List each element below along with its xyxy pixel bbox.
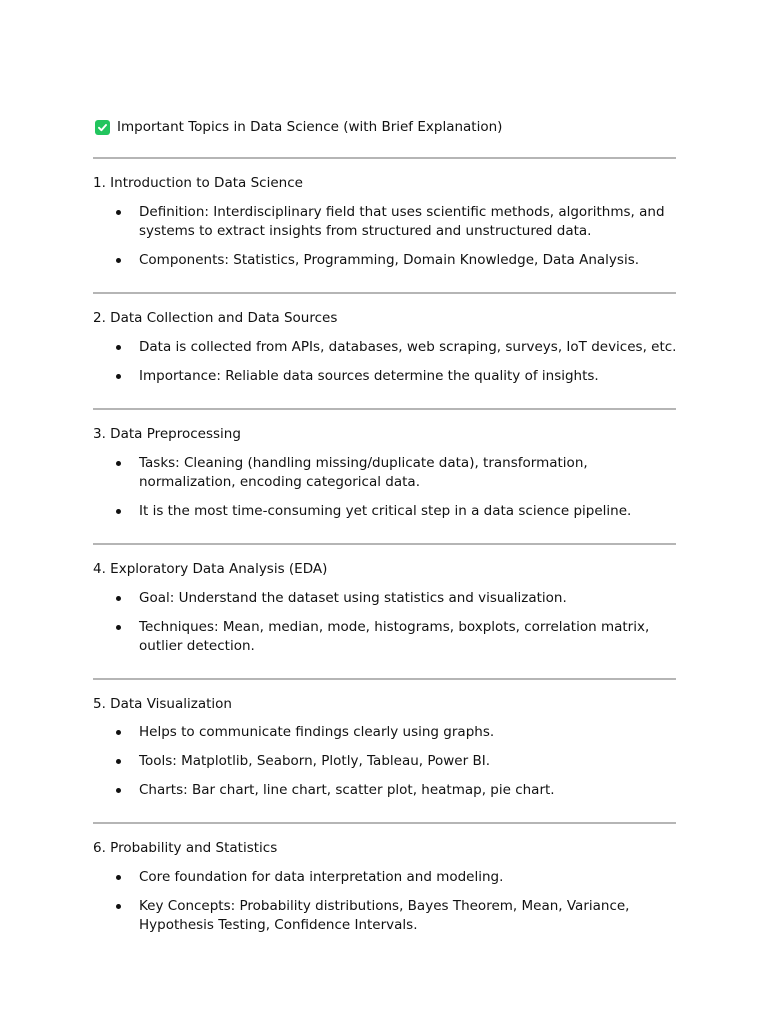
list-item — [139, 338, 684, 357]
bullet-icon — [116, 509, 121, 514]
bullet-icon — [116, 596, 121, 601]
section-heading-introduction: 1. Introduction to Data Science — [93, 175, 303, 191]
document-title-text: Important Topics in Data Science (with Brief Explanation) — [117, 119, 503, 135]
section-divider — [93, 157, 676, 159]
list-item — [139, 251, 684, 270]
section-heading-preprocessing: 3. Data Preprocessing — [93, 426, 241, 442]
list-item-text: Key Concepts: Probability distributions, Bayes Theorem, Mean, Variance, Hypothesis Testing, Confidence Intervals. — [139, 898, 630, 933]
section-heading-probability: 6. Probability and Statistics — [93, 840, 278, 856]
list-item — [139, 868, 684, 887]
list-item-text: Tools: Matplotlib, Seaborn, Plotly, Tableau, Power BI. — [139, 753, 490, 769]
bullet-icon — [116, 210, 121, 215]
list-item — [139, 454, 684, 492]
list-item-text: Core foundation for data interpretation and modeling. — [139, 869, 504, 885]
bullet-icon — [116, 345, 121, 350]
bullet-icon — [116, 625, 121, 630]
bullet-icon — [116, 788, 121, 793]
list-item-text: Techniques: Mean, median, mode, histograms, boxplots, correlation matrix, outlier detection. — [139, 619, 650, 654]
list-item — [139, 781, 684, 800]
list-item — [139, 618, 684, 656]
section-heading-visualization: 5. Data Visualization — [93, 696, 232, 712]
list-item-text: Definition: Interdisciplinary field that uses scientific methods, algorithms, and systems to extract insights from structured and unstructured data. — [139, 204, 665, 239]
bullet-icon — [116, 730, 121, 735]
list-item-text: Goal: Understand the dataset using statistics and visualization. — [139, 590, 567, 606]
section-divider — [93, 822, 676, 824]
bullet-icon — [116, 875, 121, 880]
list-item-text: Importance: Reliable data sources determine the quality of insights. — [139, 368, 599, 384]
section-heading-data-collection: 2. Data Collection and Data Sources — [93, 310, 338, 326]
list-item — [139, 502, 684, 521]
list-item — [139, 897, 684, 935]
bullet-icon — [116, 904, 121, 909]
list-item — [139, 723, 684, 742]
bullet-icon — [116, 461, 121, 466]
section-heading-eda: 4. Exploratory Data Analysis (EDA) — [93, 561, 328, 577]
list-item-text: Charts: Bar chart, line chart, scatter plot, heatmap, pie chart. — [139, 782, 555, 798]
list-item — [139, 367, 684, 386]
list-item-text: Helps to communicate findings clearly using graphs. — [139, 724, 495, 740]
list-item — [139, 589, 684, 608]
list-item-text: Data is collected from APIs, databases, web scraping, surveys, IoT devices, etc. — [139, 339, 677, 355]
bullet-icon — [116, 759, 121, 764]
bullet-icon — [116, 258, 121, 263]
section-divider — [93, 543, 676, 545]
list-item — [139, 752, 684, 771]
list-item — [139, 203, 684, 241]
document-title — [95, 117, 502, 137]
section-divider — [93, 678, 676, 680]
list-item-text: It is the most time-consuming yet critical step in a data science pipeline. — [139, 503, 632, 519]
section-divider — [93, 292, 676, 294]
list-item-text: Tasks: Cleaning (handling missing/duplicate data), transformation, normalization, encoding categorical data. — [139, 455, 588, 490]
list-item-text: Components: Statistics, Programming, Domain Knowledge, Data Analysis. — [139, 252, 640, 268]
check-box-icon — [95, 120, 110, 135]
section-divider — [93, 408, 676, 410]
bullet-icon — [116, 374, 121, 379]
